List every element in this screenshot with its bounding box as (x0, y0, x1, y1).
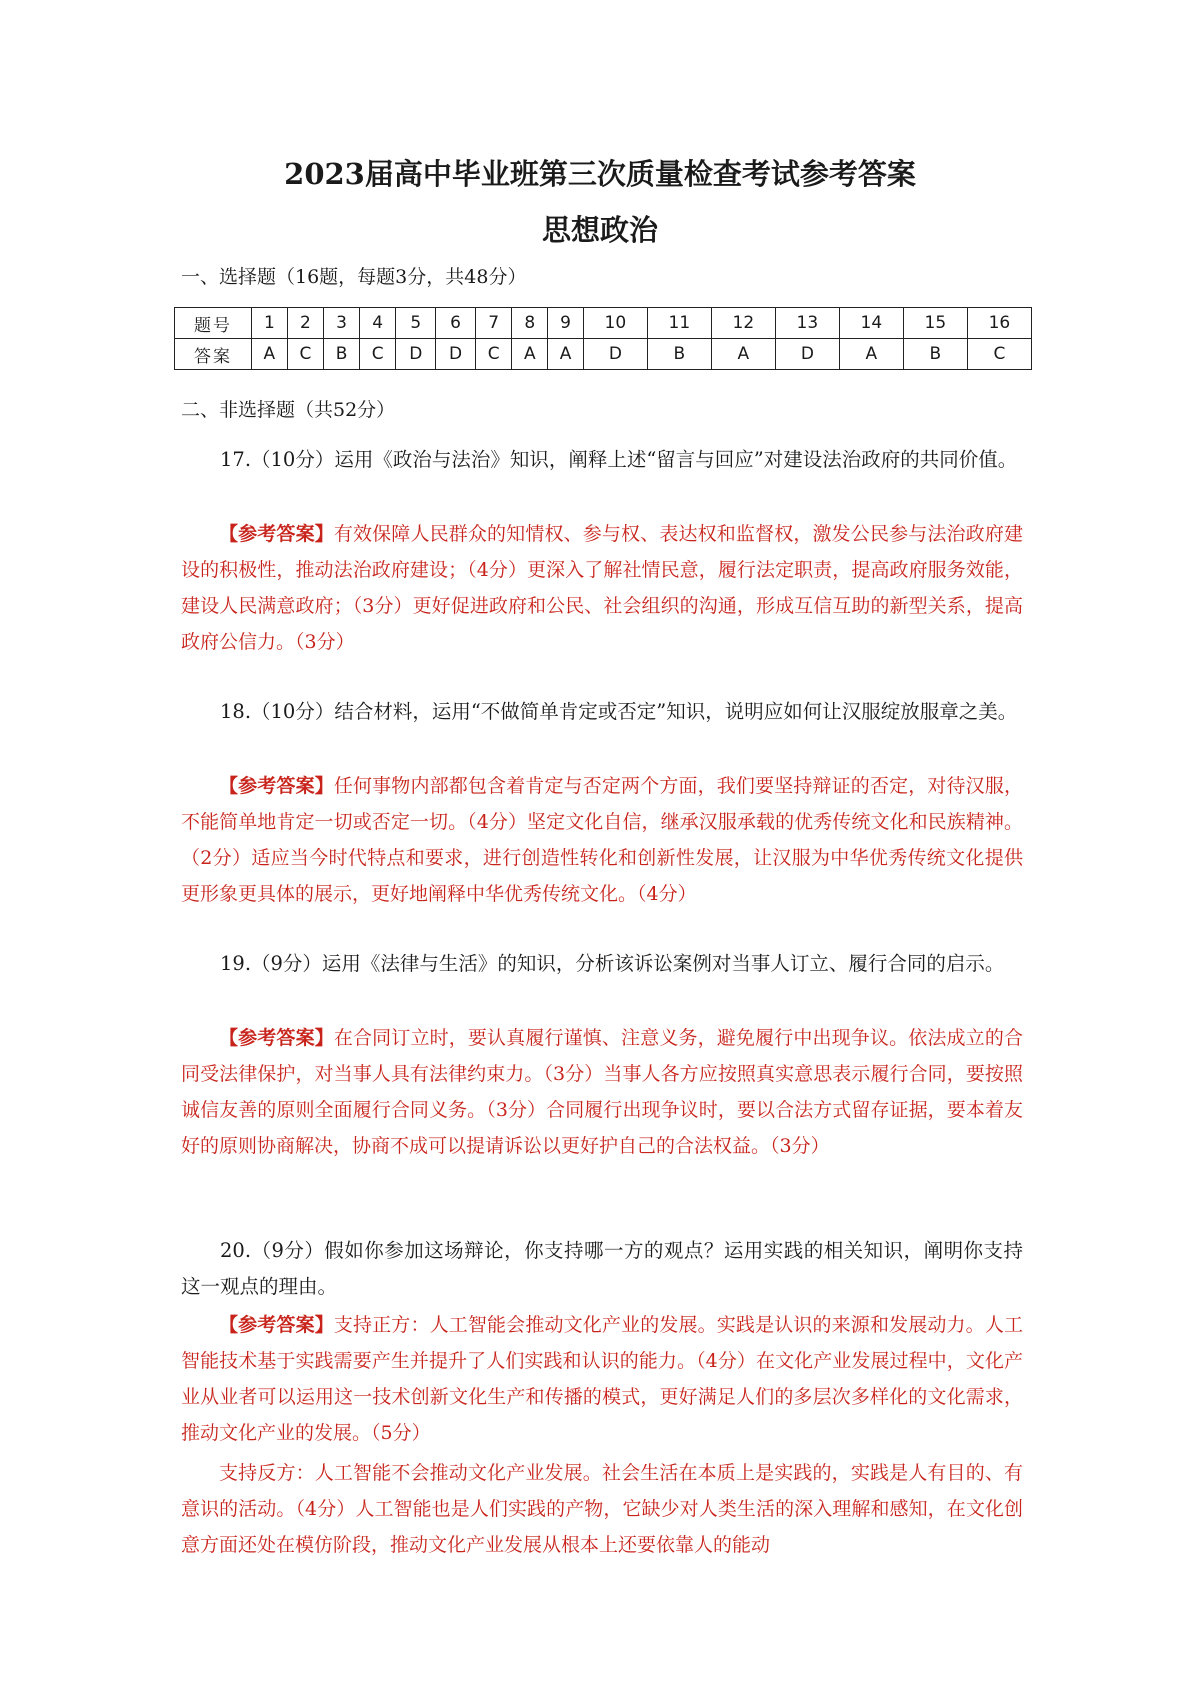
answer-cell: B (903, 339, 967, 370)
section-2-heading: 二、非选择题（共52分） (181, 399, 396, 421)
answer-cell: B (647, 339, 711, 370)
question-number-cell: 13 (775, 308, 839, 339)
answer-cell: C (967, 339, 1031, 370)
answer-cell: A (839, 339, 903, 370)
answer-17 (181, 516, 1023, 660)
answer-cell: A (512, 339, 548, 370)
question-number-cell: 16 (967, 308, 1031, 339)
question-number-cell: 12 (711, 308, 775, 339)
answer-cell: D (436, 339, 476, 370)
answer-tag: 【参考答案】 (219, 775, 334, 797)
question-number-cell: 8 (512, 308, 548, 339)
answer-tag: 【参考答案】 (219, 1314, 334, 1336)
row-header-answer: 答案 (175, 339, 252, 370)
question-number-cell: 11 (647, 308, 711, 339)
question-number-cell: 7 (476, 308, 512, 339)
answer-cell: B (324, 339, 360, 370)
answer-cell: D (396, 339, 436, 370)
answer-tag: 【参考答案】 (219, 1027, 334, 1049)
question-17: 17.（10分）运用《政治与法治》知识，阐释上述“留言与回应”对建设法治政府的共同价值。 (220, 448, 1018, 471)
answer-20-negative: 支持反方：人工智能不会推动文化产业发展。社会生活在本质上是实践的，实践是人有目的、有意识的活动。（4分）人工智能也是人们实践的产物，它缺少对人类生活的深入理解和感知，在文化创意方面还处在模仿阶段，推动文化产业发展从根本上还要依靠人的能动 (181, 1462, 1023, 1556)
question-number-cell: 1 (252, 308, 288, 339)
answer-cell: C (287, 339, 323, 370)
question-number-cell: 5 (396, 308, 436, 339)
answer-cell: A (252, 339, 288, 370)
answer-cell: C (359, 339, 395, 370)
answer-cell: D (583, 339, 647, 370)
answer-18 (181, 768, 1023, 912)
answer-19 (181, 1020, 1023, 1164)
answer-row (175, 339, 1032, 370)
subject-title: 思想政治 (541, 213, 658, 247)
section-1-heading: 一、选择题（16题，每题3分，共48分） (181, 266, 527, 288)
answer-cell: C (476, 339, 512, 370)
question-number-cell: 6 (436, 308, 476, 339)
answer-tag: 【参考答案】 (219, 523, 334, 545)
question-number-cell: 14 (839, 308, 903, 339)
question-number-cell: 9 (548, 308, 584, 339)
answer-text: 在合同订立时，要认真履行谨慎、注意义务，避免履行中出现争议。依法成立的合同受法律保护，对当事人具有法律约束力。（3分）当事人各方应按照真实意思表示履行合同，要按照诚信友善的原则全面履行合同义务。（3分）合同履行出现争议时，要以合法方式留存证据，要本着友好的原则协商解决，协商不成可以提请诉讼以更好护自己的合法权益。（3分） (181, 1027, 1023, 1157)
answer-text: 有效保障人民群众的知情权、参与权、表达权和监督权，激发公民参与法治政府建设的积极性，推动法治政府建设；（4分）更深入了解社情民意，履行法定职责，提高政府服务效能，建设人民满意政府；（3分）更好促进政府和公民、社会组织的沟通，形成互信互助的新型关系，提高政府公信力。（3分） (181, 523, 1023, 653)
question-19: 19.（9分）运用《法律与生活》的知识，分析该诉讼案例对当事人订立、履行合同的启示。 (220, 952, 1005, 975)
question-20: 20.（9分）假如你参加这场辩论，你支持哪一方的观点？运用实践的相关知识，阐明你支持这一观点的理由。 (181, 1239, 1023, 1298)
answer-cell: D (775, 339, 839, 370)
question-18: 18.（10分）结合材料，运用“不做简单肯定或否定”知识，说明应如何让汉服绽放服章之美。 (220, 700, 1018, 723)
question-number-cell: 10 (583, 308, 647, 339)
answer-text: 任何事物内部都包含着肯定与否定两个方面，我们要坚持辩证的否定，对待汉服，不能简单地肯定一切或否定一切。（4分）坚定文化自信，继承汉服承载的优秀传统文化和民族精神。（2分）适应当今时代特点和要求，进行创造性转化和创新性发展，让汉服为中华优秀传统文化提供更形象更具体的展示，更好地阐释中华优秀传统文化。（4分） (181, 775, 1023, 905)
answer-20-affirmative (181, 1307, 1023, 1451)
answer-text: 支持正方：人工智能会推动文化产业的发展。实践是认识的来源和发展动力。人工智能技术基于实践需要产生并提升了人们实践和认识的能力。（4分）在文化产业发展过程中，文化产业从业者可以运用这一技术创新文化生产和传播的模式，更好满足人们的多层次多样化的文化需求，推动文化产业的发展。（5分） (181, 1314, 1023, 1444)
document-title: 2023届高中毕业班第三次质量检查考试参考答案 (284, 157, 916, 191)
question-number-cell: 2 (287, 308, 323, 339)
question-number-cell: 15 (903, 308, 967, 339)
question-number-cell: 3 (324, 308, 360, 339)
question-number-row (175, 308, 1032, 339)
answer-cell: A (711, 339, 775, 370)
question-number-cell: 4 (359, 308, 395, 339)
row-header-question: 题号 (175, 308, 252, 339)
answer-cell: A (548, 339, 584, 370)
multiple-choice-answer-table (174, 307, 1032, 370)
